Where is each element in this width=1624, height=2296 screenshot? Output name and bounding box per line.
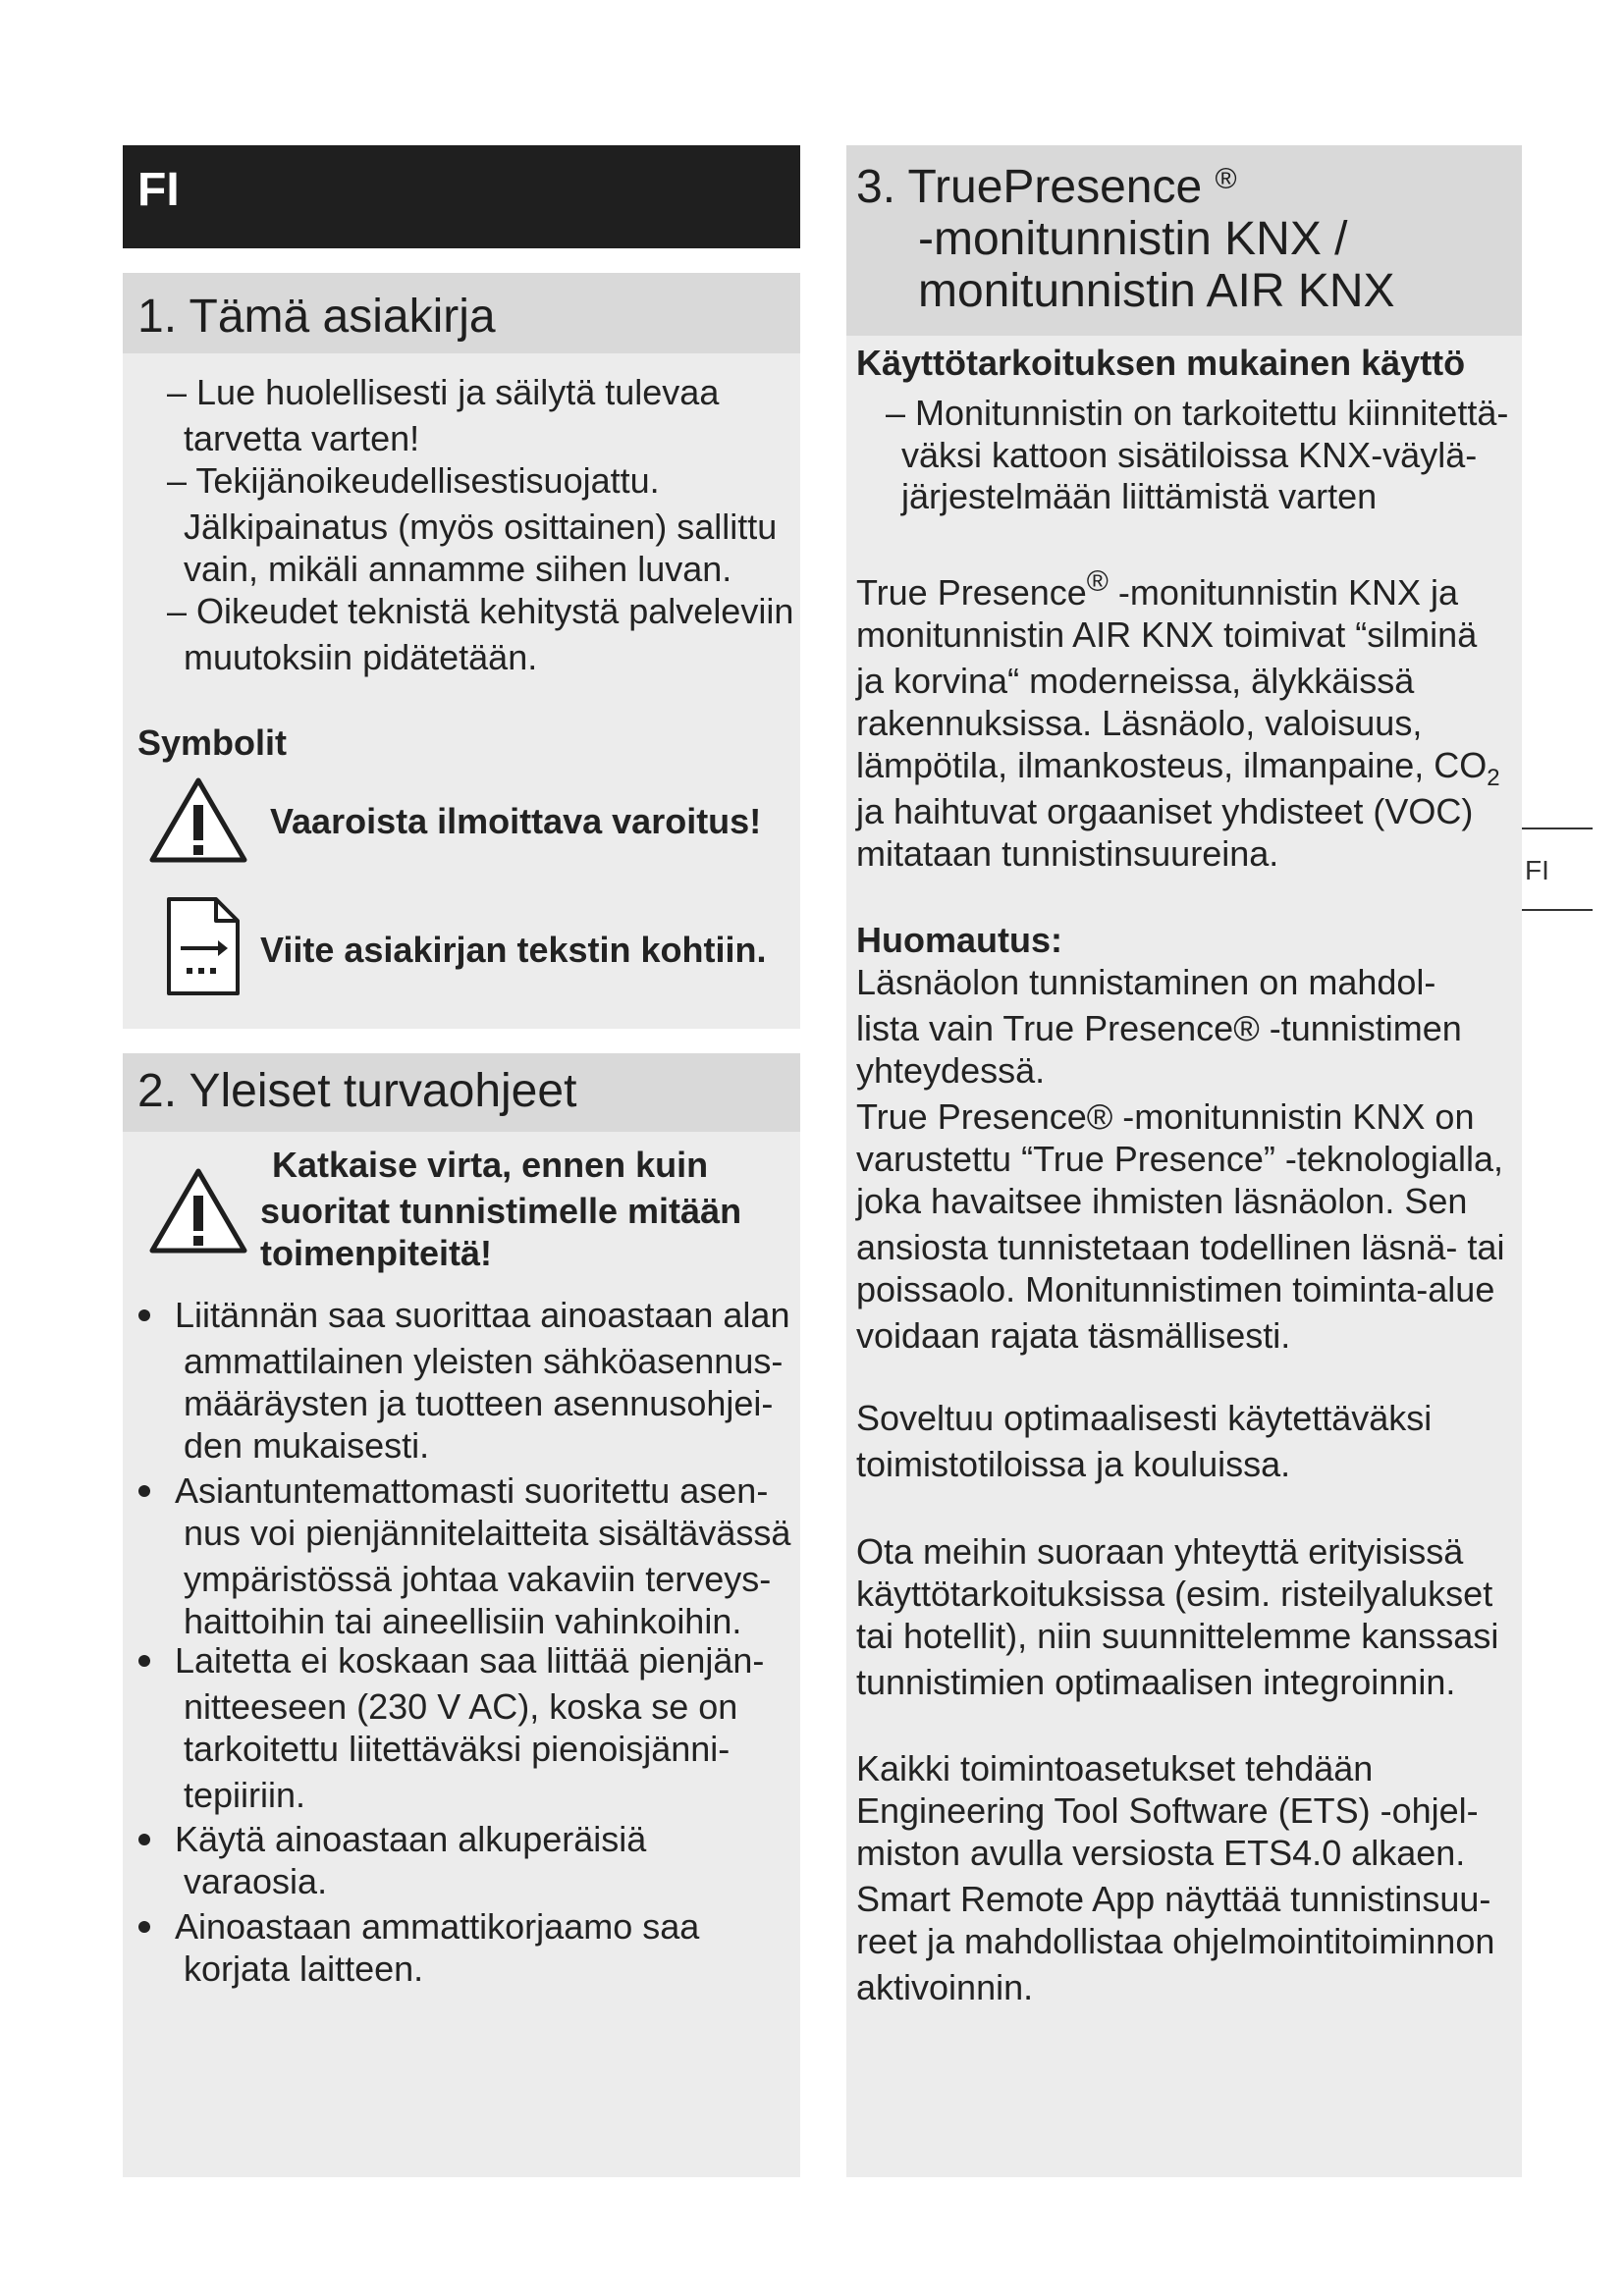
- warning-symbol-text: Vaaroista ilmoittava varoitus!: [270, 801, 762, 841]
- suitability-line: toimistotiloissa ja kouluissa.: [856, 1444, 1291, 1484]
- section-1-line: tarvetta varten!: [184, 418, 420, 458]
- warning-triangle-icon: [147, 775, 249, 866]
- intro-line: ja haihtuvat orgaaniset yhdisteet (VOC): [856, 791, 1474, 831]
- intro-line: lämpötila, ilmankosteus, ilmanpaine, $CO_2$: [856, 745, 1500, 791]
- note-heading: Huomautus:: [856, 920, 1062, 960]
- section-1-line: – Oikeudet teknistä kehitystä palveleviin: [167, 591, 794, 631]
- safety-warning-line: suoritat tunnistimelle mitään: [260, 1191, 742, 1231]
- section-3-title-line: monitunnistin AIR KNX: [918, 265, 1395, 317]
- note-line: poissaolo. Monitunnistimen toiminta-alue: [856, 1269, 1495, 1309]
- intro-line: mitataan tunnistinsuureina.: [856, 833, 1279, 874]
- usage-line: järjestelmään liittämistä varten: [901, 476, 1378, 516]
- side-tab-label: FI: [1525, 855, 1549, 885]
- bullet-dot: [138, 1309, 150, 1321]
- usage-line: väksi kattoon sisätiloissa KNX-väylä-: [901, 435, 1478, 475]
- settings-line: Engineering Tool Software (ETS) -ohjel-: [856, 1790, 1479, 1831]
- language-header-label: FI: [137, 164, 180, 216]
- safety-bullet-line: tepiiriin.: [184, 1775, 306, 1815]
- contact-line: tunnistimien optimaalisen integroinnin.: [856, 1662, 1456, 1702]
- intro-line: monitunnistin AIR KNX toimivat “silminä: [856, 614, 1478, 655]
- note-line: yhteydessä.: [856, 1050, 1046, 1091]
- usage-heading: Käyttötarkoituksen mukainen käyttö: [856, 343, 1466, 383]
- settings-line: aktivoinnin.: [856, 1967, 1034, 2007]
- note-line: voidaan rajata täsmällisesti.: [856, 1315, 1291, 1356]
- warning-triangle-icon: [147, 1166, 249, 1256]
- safety-bullet-line: den mukaisesti.: [184, 1425, 430, 1466]
- note-line: varustettu “True Presence” -teknologialla,: [856, 1139, 1503, 1179]
- suitability-line: Soveltuu optimaalisesti käytettäväksi: [856, 1398, 1433, 1438]
- reference-symbol-text: Viite asiakirjan tekstin kohtiin.: [260, 930, 767, 970]
- safety-bullet-line: nus voi pienjännitelaitteita sisältävässä: [184, 1513, 791, 1553]
- section-1-title: 1. Tämä asiakirja: [137, 291, 496, 343]
- intro-line: ja korvina“ moderneissa, älykkäissä: [856, 661, 1415, 701]
- safety-bullet-line: Asiantuntemattomasti suoritettu asen-: [175, 1470, 769, 1511]
- section-1-line: Jälkipainatus (myös osittainen) sallittu: [184, 507, 778, 547]
- language-header-bar: [123, 145, 800, 248]
- safety-bullet-line: Käytä ainoastaan alkuperäisiä: [175, 1819, 647, 1859]
- note-line: True Presence® -monitunnistin KNX on: [856, 1096, 1475, 1137]
- contact-line: käyttötarkoituksissa (esim. risteilyalukset: [856, 1574, 1493, 1614]
- section-1-line: muutoksiin pidätetään.: [184, 637, 538, 677]
- safety-bullet-line: määräysten ja tuotteen asennusohjei-: [184, 1383, 774, 1423]
- safety-bullet-line: ympäristössä johtaa vakaviin terveys-: [184, 1559, 772, 1599]
- safety-bullet-line: korjata laitteen.: [184, 1949, 424, 1989]
- symbols-heading: Symbolit: [137, 722, 288, 763]
- section-2-title: 2. Yleiset turvaohjeet: [137, 1065, 577, 1117]
- safety-bullet-line: Ainoastaan ammattikorjaamo saa: [175, 1906, 700, 1947]
- note-line: Läsnäolon tunnistaminen on mahdol-: [856, 962, 1436, 1002]
- safety-bullet-line: varaosia.: [184, 1861, 328, 1901]
- section-3-title-line: -monitunnistin KNX /: [918, 213, 1348, 265]
- bullet-dot: [138, 1921, 150, 1933]
- safety-bullet-line: tarkoitettu liitettäväksi pienoisjänni-: [184, 1729, 731, 1769]
- settings-line: reet ja mahdollistaa ohjelmointitoiminnon: [856, 1921, 1495, 1961]
- settings-line: Kaikki toimintoasetukset tehdään: [856, 1748, 1374, 1789]
- note-line: joka havaitsee ihmisten läsnäolon. Sen: [856, 1181, 1468, 1221]
- section-1-line: – Tekijänoikeudellisestisuojattu.: [167, 460, 660, 501]
- safety-bullet-line: haittoihin tai aineellisiin vahinkoihin.: [184, 1601, 742, 1641]
- settings-line: Smart Remote App näyttää tunnistinsuu-: [856, 1879, 1491, 1919]
- bullet-dot: [138, 1655, 150, 1667]
- safety-bullet-line: ammattilainen yleisten sähköasennus-: [184, 1341, 784, 1381]
- note-line: lista vain True Presence® -tunnistimen: [856, 1008, 1462, 1048]
- note-line: ansiosta tunnistetaan todellinen läsnä- tai: [856, 1227, 1505, 1267]
- bullet-dot: [138, 1485, 150, 1497]
- contact-line: tai hotellit), niin suunnittelemme kanssasi: [856, 1616, 1499, 1656]
- settings-line: miston avulla versiosta ETS4.0 alkaen.: [856, 1833, 1466, 1873]
- usage-line: – Monitunnistin on tarkoitettu kiinnitettä-: [886, 393, 1509, 433]
- safety-bullet-line: Laitetta ei koskaan saa liittää pienjän-: [175, 1640, 765, 1681]
- section-1-line: – Lue huolellisesti ja säilytä tulevaa: [167, 372, 720, 412]
- document-reference-icon: [165, 895, 242, 997]
- bullet-dot: [138, 1834, 150, 1845]
- section-1-line: vain, mikäli annamme siihen luvan.: [184, 549, 732, 589]
- safety-warning-line: toimenpiteitä!: [260, 1233, 493, 1273]
- side-tab-top-rule: [1522, 828, 1593, 829]
- safety-bullet-line: Liitännän saa suorittaa ainoastaan alan: [175, 1295, 790, 1335]
- intro-line: rakennuksissa. Läsnäolo, valoisuus,: [856, 703, 1423, 743]
- section-3-title-line: 3. TruePresence ®: [856, 161, 1237, 213]
- side-tab-bottom-rule: [1522, 909, 1593, 911]
- intro-line: True Presence® -monitunnistin KNX ja: [856, 565, 1459, 613]
- contact-line: Ota meihin suoraan yhteyttä erityisissä: [856, 1531, 1464, 1572]
- safety-warning-line: Katkaise virta, ennen kuin: [272, 1145, 709, 1185]
- safety-bullet-line: nitteeseen (230 V AC), koska se on: [184, 1686, 738, 1727]
